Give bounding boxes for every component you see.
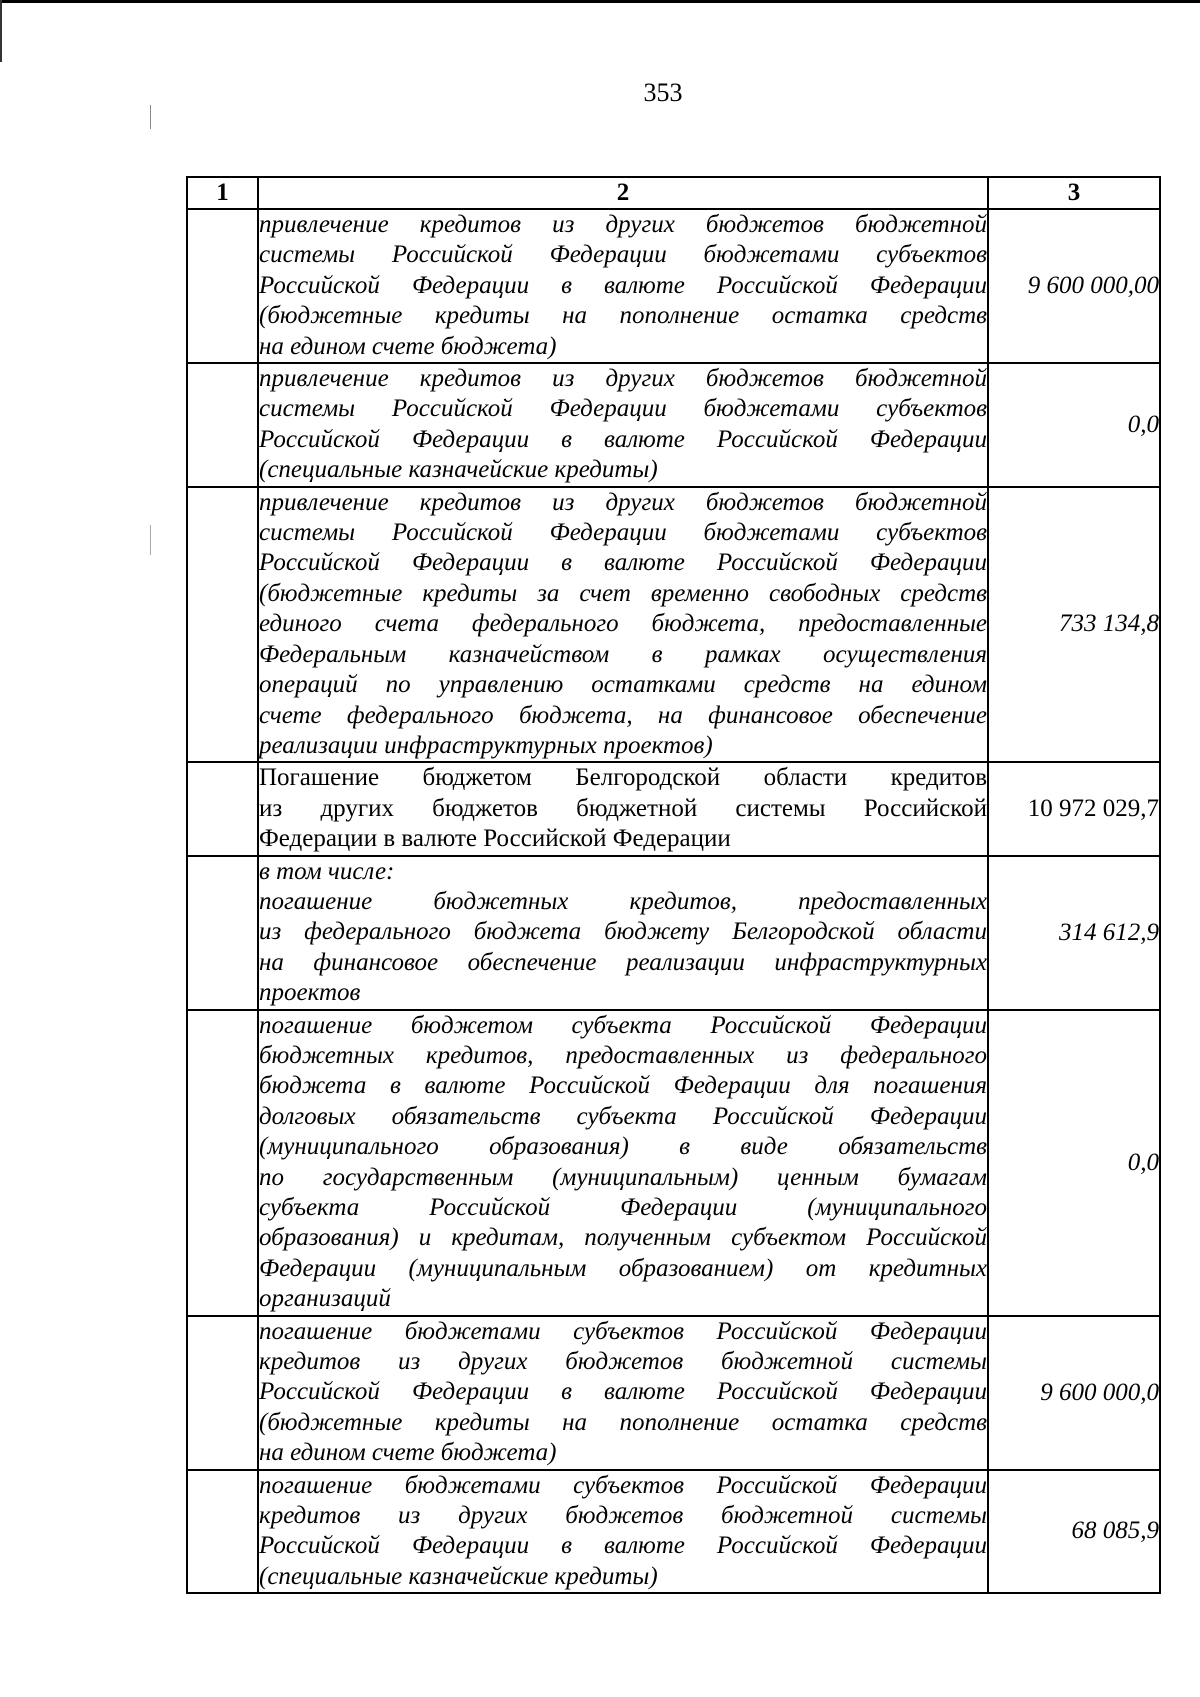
column-header-1: 1 [187, 177, 258, 209]
description-line: бюджетных кредитов, предоставленных из федерального [259, 1041, 987, 1069]
description-line: Российской Федерации в валюте Российской Федерации [259, 425, 987, 453]
description-line: погашение бюджетных кредитов, предоставленных [259, 887, 987, 915]
description-line: (бюджетные кредиты на пополнение остатка средств [259, 302, 987, 330]
description-line: (специальные казначейские кредиты) [259, 1562, 658, 1590]
row-amount: 0,0 [988, 1010, 1160, 1316]
description-line: счете федерального бюджета, на финансовое обеспечение [259, 701, 987, 729]
row-number-cell [187, 209, 258, 363]
row-amount: 10 972 029,7 [988, 762, 1160, 855]
description-line: погашение бюджетом субъекта Российской Федерации [259, 1011, 987, 1039]
table-row [187, 487, 1160, 763]
table-row [187, 762, 1160, 855]
row-description [258, 762, 988, 855]
description-line: Федеральным казначейством в рамках осуществления [259, 640, 987, 668]
column-header-2: 2 [258, 177, 988, 209]
table-row [187, 1316, 1160, 1470]
description-line: операций по управлению остатками средств на едином [259, 671, 987, 699]
description-line: на едином счете бюджета) [259, 1439, 557, 1467]
table-row [187, 1470, 1160, 1594]
description-line: (муниципального образования) в виде обязательств [259, 1133, 987, 1161]
description-line: по государственным (муниципальным) ценным бумагам [259, 1163, 987, 1191]
description-line: привлечение кредитов из других бюджетов бюджетной [259, 488, 987, 516]
description-line: (бюджетные кредиты на пополнение остатка средств [259, 1408, 987, 1436]
description-line: в том числе: [259, 857, 395, 885]
row-number-cell [187, 1010, 258, 1316]
description-line: Российской Федерации в валюте Российской Федерации [259, 1378, 987, 1406]
row-description [258, 1470, 988, 1594]
scan-left-edge [0, 0, 2, 62]
description-line: Федерации в валюте Российской Федерации [259, 825, 731, 853]
column-header-3: 3 [988, 177, 1160, 209]
row-amount: 0,0 [988, 363, 1160, 487]
description-line: из других бюджетов бюджетной системы Российской [259, 794, 987, 822]
description-line: организаций [259, 1285, 391, 1313]
budget-table [186, 176, 1161, 1594]
description-line: Погашение бюджетом Белгородской области кредитов [259, 764, 987, 792]
scan-mark [150, 105, 151, 129]
scan-mark [150, 525, 151, 555]
description-line: единого счета федерального бюджета, предоставленные [259, 610, 987, 638]
row-number-cell [187, 856, 258, 1010]
description-line: системы Российской Федерации бюджетами субъектов [259, 241, 987, 269]
row-amount: 9 600 000,00 [988, 209, 1160, 363]
row-description [258, 487, 988, 763]
row-description [258, 363, 988, 487]
row-number-cell [187, 1316, 258, 1470]
row-amount: 733 134,8 [988, 487, 1160, 763]
description-line: системы Российской Федерации бюджетами субъектов [259, 519, 987, 547]
scan-top-border [0, 0, 1200, 3]
row-amount: 9 600 000,0 [988, 1316, 1160, 1470]
description-line: из федерального бюджета бюджету Белгородской области [259, 918, 987, 946]
description-line: на финансовое обеспечение реализации инфраструктурных [259, 948, 987, 976]
description-line: бюджета в валюте Российской Федерации для погашения [259, 1072, 987, 1100]
description-line: Федерации (муниципальным образованием) от кредитных [259, 1254, 987, 1282]
table-row [187, 209, 1160, 363]
row-description [258, 1316, 988, 1470]
description-line: кредитов из других бюджетов бюджетной системы [259, 1502, 987, 1530]
description-line: долговых обязательств субъекта Российской Федерации [259, 1102, 987, 1130]
description-line: погашение бюджетами субъектов Российской Федерации [259, 1317, 987, 1345]
page-number: 353 [643, 78, 683, 107]
row-description [258, 856, 988, 1010]
description-line: погашение бюджетами субъектов Российской Федерации [259, 1471, 987, 1499]
description-line: привлечение кредитов из других бюджетов бюджетной [259, 365, 987, 393]
description-line: привлечение кредитов из других бюджетов бюджетной [259, 211, 987, 238]
description-line: реализации инфраструктурных проектов) [259, 731, 713, 759]
row-amount: 68 085,9 [988, 1470, 1160, 1594]
description-line: образования) и кредитам, полученным субъектом Российской [259, 1224, 987, 1252]
row-description [258, 209, 988, 363]
row-number-cell [187, 1470, 258, 1594]
table-header-row [187, 177, 1160, 209]
description-line: на едином счете бюджета) [259, 332, 557, 360]
description-line: (бюджетные кредиты за счет временно свободных средств [259, 579, 987, 607]
description-line: кредитов из других бюджетов бюджетной системы [259, 1348, 987, 1376]
description-line: Российской Федерации в валюте Российской Федерации [259, 271, 987, 299]
table-row [187, 363, 1160, 487]
row-amount: 314 612,9 [988, 856, 1160, 1010]
row-description [258, 1010, 988, 1316]
description-line: Российской Федерации в валюте Российской Федерации [259, 1532, 987, 1560]
description-line: (специальные казначейские кредиты) [259, 456, 658, 484]
table-row [187, 1010, 1160, 1316]
table-row [187, 856, 1160, 1010]
description-line: субъекта Российской Федерации (муниципального [259, 1194, 987, 1221]
row-number-cell [187, 363, 258, 487]
description-line: проектов [259, 979, 361, 1007]
description-line: Российской Федерации в валюте Российской Федерации [259, 549, 987, 577]
row-number-cell [187, 487, 258, 763]
row-number-cell [187, 762, 258, 855]
description-line: системы Российской Федерации бюджетами субъектов [259, 395, 987, 423]
